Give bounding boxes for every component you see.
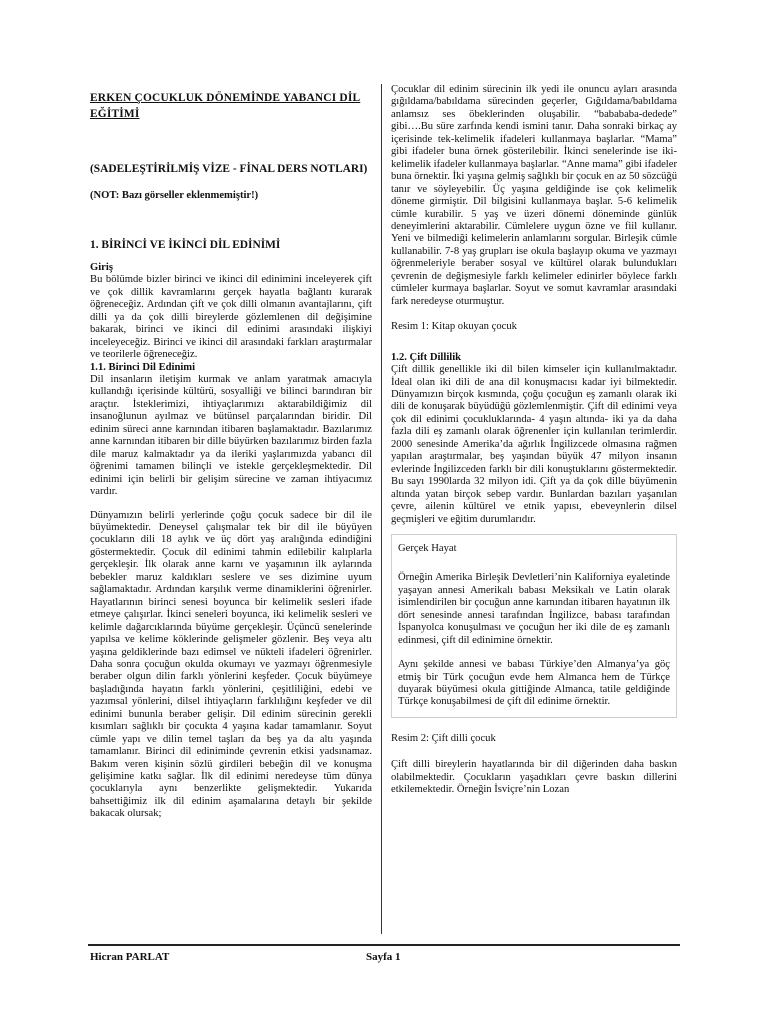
footer-page-number: Sayfa 1	[366, 951, 401, 963]
paragraph-bilingualism: Çift dillik genellikle iki dil bilen kimseler için kullanılmaktadır. İdeal olan iki dili de ana dil konuşmacısı kadar iyi bilmektedir. Dünyamızın birçok kısmında, çoğu çocuğun eş zamanlı olarak iki dili de konuşarak büyüdüğü gözlemlenmiştir. Çift dil edinimi veya çok dil edinimi çocukluklarında- 4 yaşın altında- iki ya da daha fazla dili eş zamanlı olarak öğrenenler için kullanılan terimlerdir. 2000 senesinde Amerika’da ağırlık İngilizcede olmasına rağmen yapılan araştırmalar, beş yaşından büyük 47 milyon insanın evlerinde İngilizceden farklı bir dili konuştuklarını göstermektedir. Bu sayı 1990larda 32 milyon idi. Çift ya da çok dille büyümenin altında yatan birçok sebep vardır. Bunlardan bazıları yaşanılan çevre, ailenin kültürel ve etnik yapısı, ebeveynlerin dilsel geçmişleri ve eğitim durumlarıdır.	[391, 364, 677, 525]
intro-heading: Giriş	[90, 261, 113, 273]
subsection-heading-1-1: 1.1. Birinci Dil Edinimi	[90, 361, 196, 373]
paragraph-first-language-1: Dil insanların iletişim kurmak ve anlam yaratmak amacıyla kullandığı içerisinde kültürü, sosyalliği ve bilinci barındıran bir araçtır. İsteklerimizi, ihtiyaçlarımızı aktarabildiğimiz dil insanoğlunun ayılmaz ve bütünsel parçalarından biridir. Dil edinim süreci anne karnından itibaren başlamaktadır. Bazılarımız anne karnından itibaren bir dille büyürken bazılarımız birden fazla dile maruz kalmaktadır ya da ileriki yaşlarımızda yabancı dil öğrenimi tamamen bilinçli ve istekle gerçekleşmektedir. Dil edinimi için belirli bir gelişim sürecine ve zaman ihtiyacımız vardır.	[90, 373, 372, 498]
real-life-box-title: Gerçek Hayat	[398, 542, 457, 554]
document-note: (NOT: Bazı görseller eklenmemiştir!)	[90, 190, 259, 201]
subsection-heading-1-2: 1.2. Çift Dillilik	[391, 351, 462, 363]
right-column	[391, 84, 677, 797]
real-life-example-2: Aynı şekilde annesi ve babası Türkiye’den Almanya’ya göç etmiş bir Türk çocuğun evde hem Almanca hem de Türkçe duyarak büyümesi okula gittiğinde Almanca, tatile geldiğinde Türkçe konuşabilmesi de çift dil edinime örnektir.	[398, 659, 670, 708]
image-caption-2: Resim 2: Çift dilli çocuk	[391, 732, 496, 744]
footer-author: Hicran PARLAT	[90, 951, 170, 963]
left-column	[90, 84, 372, 821]
column-divider	[381, 84, 382, 934]
document-title: ERKEN ÇOCUKLUK DÖNEMİNDE YABANCI DİL EĞİTİMİ	[90, 92, 361, 120]
real-life-example-1: Örneğin Amerika Birleşik Devletleri’nin Kaliforniya eyaletinde yaşayan annesi Amerikalı babası Meksikalı ve Latin olarak isimlendirilen bir çocuğun anne karnından itibaren hayatının ilk dört senesinde annesi tarafından İngilizce, babası tarafından İspanyolca konuşulması ve çocuğun her iki dile de eş zamanlı edinmesi, çift dil ediniminе örnektir.	[398, 572, 670, 646]
intro-paragraph: Bu bölümde bizler birinci ve ikinci dil edinimini inceleyerek çift ve çok dillik kavramlarını gerçek hayatla bağlantı kurarak öğreneceğiz. Ardından çift ve çok dilli olmanın avantajlarını, çift dilli ya da çok dilli bireylerde gözlemlenen dil değişimine bakarak, birinci ve ikinci dil edinimi arasındaki ilişkiyi inceleyeceğiz. Birinci ve ikinci dil arasındaki farkları araştırmalar ve teorilerle öğreneceğiz.	[90, 274, 372, 361]
paragraph-dominant-language: Çift dilli bireylerin hayatlarında bir dil diğerinden daha baskın olabilmektedir. Çocukların yaşadıkları çevre baskın dillerini etkilemektedir. Örneğin İsviçre’nin Lozan	[391, 759, 677, 796]
section-heading: 1. BİRİNCİ VE İKİNCİ DİL EDİNİMİ	[90, 239, 281, 252]
document-subtitle: (SADELEŞTİRİLMİŞ VİZE - FİNAL DERS NOTLARI)	[90, 163, 368, 175]
paragraph-first-language-2: Dünyamızın belirli yerlerinde çoğu çocuk sadece bir dil ile büyümektedir. Deneysel çalışmalar tek bir dil ile büyüyen çocukların dili 18 aylık ve üç dört yaş aralığında edindiğini göstermektedir. Çocuk dil edinimi tahmin edilebilir kalıplarla gerçekleşir. İlk olarak anne karnı ve yaşamının ilk aylarında bebekler maruz kaldıkları seslere ve ses dizimine uyum sağlamaktadır. Ardından karşılık verme dinamiklerini öğrenirler. Hayatlarının birinci senesi boyunca bir kelimelik sesleri ifade etmeye çalışırlar. İkinci seneleri boyunca, iki kelimelik sesleri ve kelimle dağarcıklarında büyüme gerçekleşir. Üçüncü senelerinde yapılsa ve kelime köklerinde gelişmeler gözlenir. Beş veya altı yaşına geldiklerinde bazı edimsel ve nükteli ifadeleri öğrenirler. Daha sonra çocuğun okulda okumayı ve yazmayı öğrenmesiyle beraber olgun dilin farklı yönlerini keşfeder. Çocuk büyümeye başladığında hayatın farklı yönlerini, çeşitliliğini, edebi ve yazımsal yönlerini, dilsel ihtiyaçların farklılığını keşfeder ve dil edinimi bununla beraber gelişir. Dil edinim sürecinin gerekli kısımları sağlıklı bir çocukta 4 yaşına kadar tamamlanır. Soyut cümle yapı ve dilin temel taşları da beş ya da altı yaşında tamamlanır. Birinci dil ediniminde çevrenin etkisi yadsınamaz. Bakım veren kişinin sözlü girdileri bebeğin dil ve konuşma gelişimine katkı sağlar. İlk dil edinimi neredeyse tüm dünya çocuklarıyla aynı benzerlikte gelişmektedir. Yukarıda bahsettiğimiz ilk dil edinim aşamalarına detaylı bir şekilde bakacak olursak;	[90, 509, 372, 820]
paragraph-babbling: Çocuklar dil edinim sürecinin ilk yedi ile onuncu ayları arasında gığıldama/babıldama sürecinden geçerler, Gığıldama/babıldama anlamsız ses öbeklerinden oluşabilir. “babababa-dedede” gibi….Bu süre zarfında kendi ismini tanır. Daha sonraki birkaç ay içerisinde tek-kelimelik ifadeleri kullanmaya başlarlar. “Mama” gibi ifadeler buna örnek gösterilebilir. İkinci senelerinde ise iki-kelimelik ifadeler kullanmaya başlarlar. “Anne mama” gibi ifadeler buna örnektir. İki yaşına gelmiş sağlıklı bir çocuk en az 50 sözcüğü tanır ve söyleyebilir. Üç yaşına geldiğinde ise çok kelimelik döneme girmiştir. Dil bilgisini kullanmaya başlar. 5-6 kelimelik cümle kurabilir. 5 yaş ve üzeri dönemi döneminde günlük deneyimlerini aktarabilir. Cümlelere uygun özne ve fiil kullanır. Yeni ve bilmediği kelimelerin anlamlarını sorgular. Birleşik cümle kullanabilir. 7-8 yaş grupları ise okula başlayıp okuma ve yazmayı öğrenmeleriyle beraber sosyal ve kültürel olarak bulundukları çevrenin de değişmesiyle farklı kelimeler edinirler böylece farklı cümleler kurmaya başlarlar. Soyut ve somut kavramlar arasındaki fark neredeyse oturmuştur.	[391, 84, 677, 307]
footer-rule	[88, 944, 680, 946]
real-life-box	[391, 534, 677, 718]
image-caption-1: Resim 1: Kitap okuyan çocuk	[391, 321, 517, 333]
